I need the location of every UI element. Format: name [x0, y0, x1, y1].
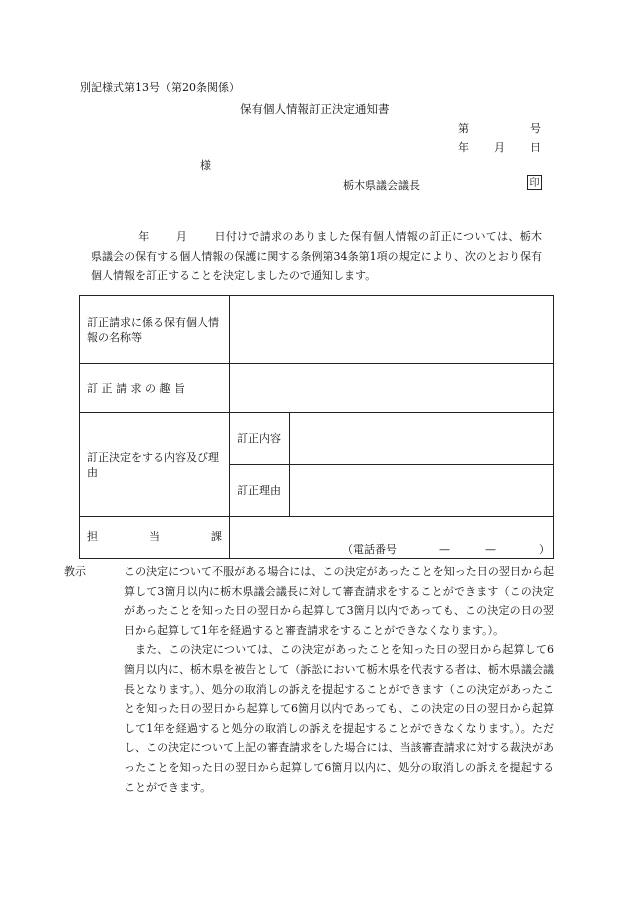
table-row — [80, 296, 554, 364]
phone-label: （電話番号 — [342, 543, 397, 556]
instruction-text-1: この決定について不服がある場合には、この決定があったことを知った日の翌日から起算して3箇月以内に栃木県議会議長に対して審査請求をすることができます（この決定があったことを知った日の翌日から起算して3箇月以内であっても、この決定の日の翌日から起算して1年を経過すると審査請求をすることができなくなります。）。 — [124, 565, 554, 637]
row-label-decision: 訂正決定をする内容及び理由 — [80, 413, 230, 517]
table-row — [80, 364, 554, 413]
body-month: 月 — [175, 230, 188, 243]
instruction-para-2 — [94, 640, 554, 797]
sub-label-correction-content: 訂正内容 — [230, 413, 290, 465]
page-title: 保有個人情報訂正決定通知書 — [240, 102, 390, 116]
number-dai: 第 — [458, 122, 469, 135]
phone-line — [237, 542, 550, 557]
table-row — [80, 413, 554, 465]
sub-label-correction-reason: 訂正理由 — [230, 465, 290, 517]
phone-close: ） — [539, 543, 550, 556]
row-value-info-name[interactable] — [230, 296, 554, 364]
recipient-honorific: 様 — [200, 159, 211, 172]
date-year: 年 — [458, 141, 469, 154]
instruction-notice — [64, 562, 554, 797]
phone-dash-1: — — [439, 543, 450, 556]
instruction-para-1 — [64, 562, 554, 640]
dept-char-2: 当 — [149, 530, 160, 543]
row-value-correction-reason[interactable] — [290, 465, 554, 517]
date-month: 月 — [494, 141, 505, 154]
row-value-department[interactable] — [230, 517, 554, 559]
body-year: 年 — [138, 230, 150, 243]
row-label-department — [80, 517, 230, 559]
dept-char-3: 課 — [211, 530, 222, 543]
dept-char-1: 担 — [87, 530, 98, 543]
number-gou: 号 — [530, 122, 541, 135]
row-label-info-name: 訂正請求に係る保有個人情報の名称等 — [80, 296, 230, 364]
decision-table — [79, 295, 554, 559]
body-text: 日付けで請求のありました保有個人情報の訂正については、栃木県議会の保有する個人情報の保護に関する条例第34条第1項の規定により、次のとおり保有個人情報を訂正することを決定しましたので通知します。 — [91, 230, 543, 282]
row-label-request-purpose: 訂 正 請 求 の 趣 旨 — [80, 364, 230, 413]
date-day: 日 — [530, 141, 541, 154]
notice-body — [91, 227, 542, 286]
issuer-name: 栃木県議会議長 — [343, 179, 420, 192]
seal-stamp: 印 — [527, 175, 542, 190]
phone-dash-2: — — [485, 543, 496, 556]
table-row — [80, 517, 554, 559]
instruction-label: 教示 — [64, 565, 86, 578]
instruction-text-2: また、この決定については、この決定があったことを知った日の翌日から起算して6箇月以内に、栃木県を被告として（訴訟において栃木県を代表する者は、栃木県議会議長となります。）、処分の取消しの訴えを提起することができます（この決定があったことを知った日の翌日から起算して6箇月以内であっても、この決定の日の翌日から起算して1年を経過すると処分の取消しの訴えを提起することができなくなります。）。ただし、この決定について上記の審査請求をした場合には、当該審査請求に対する裁決があったことを知った日の翌日から起算して6箇月以内に、処分の取消しの訴えを提起することができます。 — [124, 643, 554, 794]
row-value-correction-content[interactable] — [290, 413, 554, 465]
row-value-request-purpose[interactable] — [230, 364, 554, 413]
form-id: 別記様式第13号（第20条関係） — [80, 81, 240, 94]
